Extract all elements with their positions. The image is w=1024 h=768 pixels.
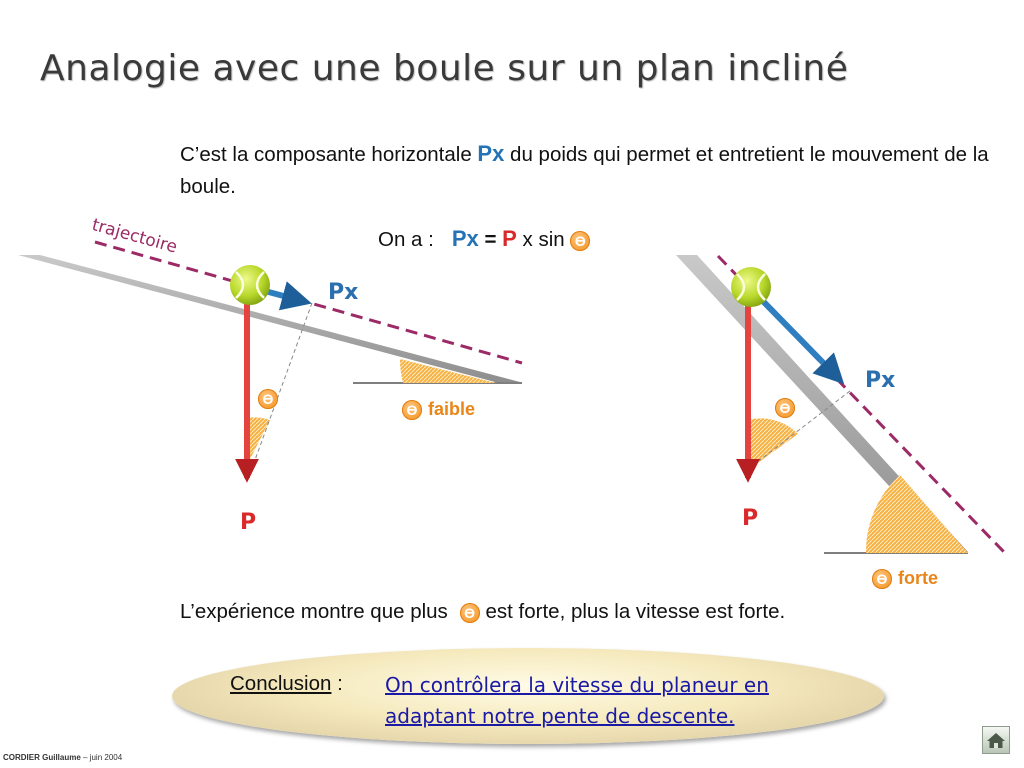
experience-text [180,600,785,624]
left-slope [18,255,520,382]
intro-px: Px [477,141,505,166]
intro-before: C’est la composante horizontale [180,143,478,166]
footer [3,753,122,762]
right-angle-caption [872,568,938,589]
home-button[interactable] [982,726,1010,754]
tennis-ball-icon [731,267,771,307]
theta-icon: ϴ [570,231,590,251]
right-px-label: Px [865,368,896,393]
left-trajectory-line [95,242,522,363]
theta-icon: ϴ [460,603,480,623]
left-theta-icon: ϴ [258,389,278,409]
theta-icon: ϴ [872,569,892,589]
left-px-label: Px [328,280,359,305]
left-theta-angle-arc [247,417,270,465]
formula-op: x sin [516,228,571,251]
left-angle-caption [402,399,475,420]
conclusion-label [230,672,343,696]
tennis-ball-icon [230,265,270,305]
experience-before: L’expérience montre que plus [180,600,454,623]
left-slope-scene [18,242,522,478]
formula-equals: = [478,228,503,251]
page-title: Analogie avec une boule sur un plan incliné [40,48,849,89]
formula-p: P [502,226,517,251]
conclusion-colon: : [331,672,343,695]
right-angle-caption-text: forte [898,568,938,588]
conclusion-label-text: Conclusion [230,672,332,695]
trajectory-label: trajectoire [89,215,180,258]
theta-icon: ϴ [402,400,422,420]
footer-author: CORDIER Guillaume [3,753,81,762]
conclusion-text: On contrôlera la vitesse du planeur en adaptant notre pente de descente. [385,673,769,728]
left-p-label: P [240,510,257,535]
formula-prefix: On a : [378,228,434,251]
right-theta-icon: ϴ [775,398,795,418]
right-p-label: P [742,506,759,531]
right-slope-scene [676,255,1004,553]
left-angle-caption-text: faible [428,399,476,419]
left-slope-angle-arc [400,359,496,383]
home-icon [983,727,1009,753]
intro-after: du poids qui permet et entretient le mouvement de la boule. [180,143,989,198]
formula-px: Px [451,226,479,251]
right-theta-angle-arc [748,418,798,470]
right-slope-angle-arc [866,475,968,553]
footer-date: – juin 2004 [80,753,123,762]
experience-after: est forte, plus la vitesse est forte. [485,600,786,623]
